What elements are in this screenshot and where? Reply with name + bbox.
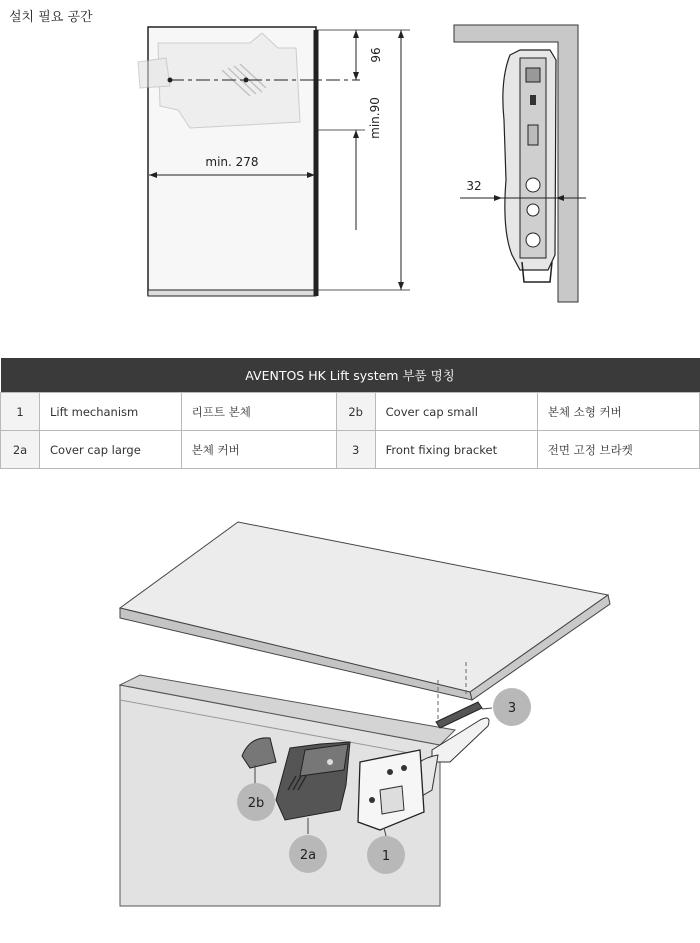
page-heading: 설치 필요 공간 (9, 10, 93, 25)
part-number: 3 (336, 431, 375, 469)
part-name-en: Cover cap large (40, 431, 182, 469)
dim-96-label: 96 (369, 47, 383, 63)
callout-2a: 2a (299, 848, 317, 863)
front-view-diagram (0, 0, 430, 310)
callout-2b: 2b (247, 796, 265, 811)
parts-table (0, 358, 700, 469)
part-number: 2b (336, 393, 375, 431)
parts-table-title: AVENTOS HK Lift system 부품 명칭 (1, 358, 700, 393)
part-name-en: Front fixing bracket (375, 431, 537, 469)
part-name-en: Lift mechanism (40, 393, 182, 431)
part-name-ko: 본체 소형 커버 (537, 393, 699, 431)
part-name-ko: 본체 커버 (181, 431, 336, 469)
part-name-ko: 전면 고정 브라켓 (537, 431, 699, 469)
table-row (1, 393, 700, 431)
callout-1: 1 (381, 849, 391, 864)
part-name-en: Cover cap small (375, 393, 537, 431)
callout-3: 3 (507, 701, 517, 716)
part-number: 1 (1, 393, 40, 431)
dim-32-label: 32 (466, 179, 482, 193)
part-number: 2a (1, 431, 40, 469)
table-row (1, 431, 700, 469)
assembly-illustration (0, 500, 700, 920)
dim-min278-label: min. 278 (205, 155, 259, 169)
side-view-diagram (440, 0, 600, 310)
part-name-ko: 리프트 본체 (181, 393, 336, 431)
dim-min90-label: min.90 (368, 97, 382, 139)
